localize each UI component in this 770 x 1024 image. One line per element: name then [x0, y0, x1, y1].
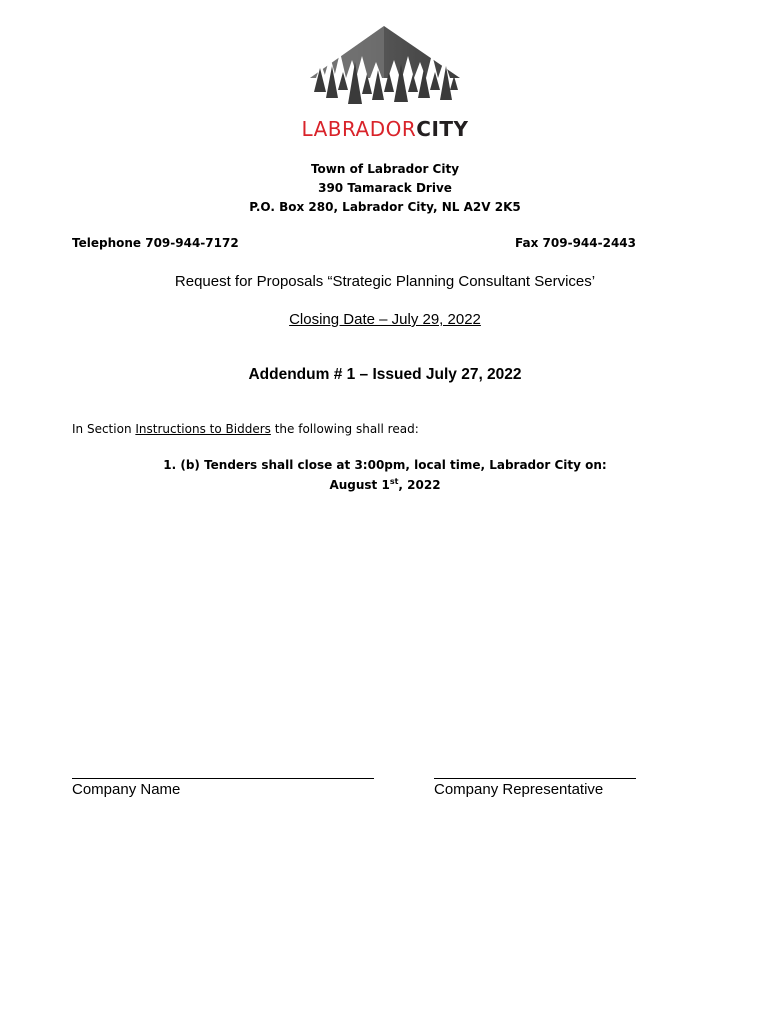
company-representative-label: Company Representative [434, 781, 604, 798]
section-prefix: In Section [72, 422, 136, 436]
closing-date: Closing Date – July 29, 2022 [289, 311, 481, 328]
company-representative-signature-line [434, 778, 636, 779]
labrador-city-logo [310, 26, 460, 108]
address-line-1: Town of Labrador City [310, 162, 460, 176]
tender-line-1: 1. (b) Tenders shall close at 3:00pm, local time, Labrador City on: [163, 458, 607, 472]
section-instruction [72, 422, 419, 436]
fax-number: Fax 709-944-2443 [515, 236, 636, 250]
telephone-number: Telephone 709-944-7172 [72, 236, 239, 250]
tender-date-year: , 2022 [398, 478, 441, 492]
addendum-heading: Addendum # 1 – Issued July 27, 2022 [248, 366, 522, 383]
tender-date-suffix: st [389, 477, 399, 486]
rfp-title: Request for Proposals “Strategic Planning Consultant Services’ [174, 273, 596, 290]
section-reference: Instructions to Bidders [135, 422, 271, 436]
tender-date-month: August 1 [329, 478, 390, 492]
tender-line-2 [0, 477, 770, 492]
company-name-signature-line [72, 778, 374, 779]
logo-wordmark [0, 117, 770, 141]
logo-word-labrador: LABRADOR [301, 117, 417, 141]
section-suffix: the following shall read: [270, 422, 419, 436]
logo-word-city: CITY [416, 117, 469, 141]
company-name-label: Company Name [72, 781, 181, 798]
address-line-2: 390 Tamarack Drive [318, 181, 452, 195]
address-line-3: P.O. Box 280, Labrador City, NL A2V 2K5 [249, 200, 521, 214]
